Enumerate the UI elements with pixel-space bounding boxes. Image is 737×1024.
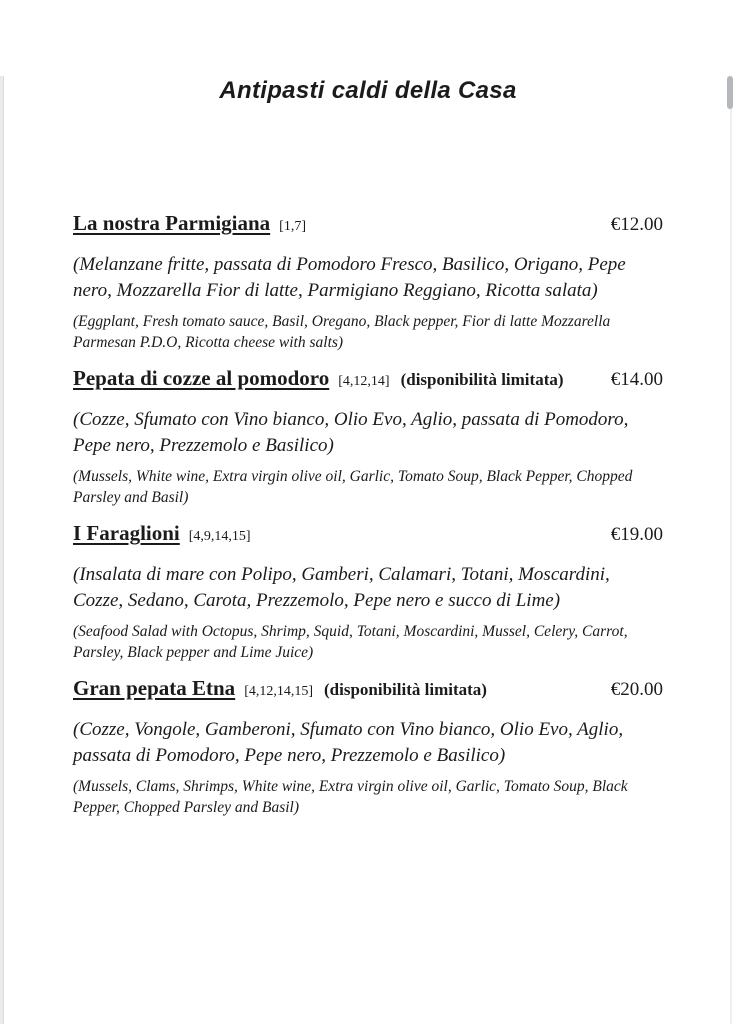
item-allergen-codes: [4,12,14] (338, 374, 390, 389)
menu-page (0, 76, 737, 1024)
menu-item (73, 520, 663, 663)
menu-item-title (73, 210, 306, 240)
menu-item-list (73, 210, 663, 818)
item-description-english: (Mussels, White wine, Extra virgin olive oil, Garlic, Tomato Soup, Black Pepper, Chopped Parsley and Basil) (73, 468, 633, 506)
menu-item-title (73, 520, 251, 550)
menu-item-header (73, 365, 663, 395)
menu-item (73, 210, 663, 353)
item-price: €12.00 (610, 214, 663, 235)
item-description-english: (Mussels, Clams, Shrimps, White wine, Extra virgin olive oil, Garlic, Tomato Soup, Black Pepper, Chopped Parsley and Basil) (73, 778, 628, 816)
document-viewport (0, 76, 737, 1024)
item-price: €14.00 (610, 369, 663, 390)
item-description-italian: (Insalata di mare con Polipo, Gamberi, Calamari, Totani, Moscardini, Cozze, Sedano, Carota, Prezzemolo, Pepe nero e succo di Lime) (73, 564, 610, 611)
viewer-left-edge (0, 76, 4, 1024)
scrollbar-track[interactable] (730, 76, 732, 1024)
item-description-english: (Seafood Salad with Octopus, Shrimp, Squid, Totani, Moscardini, Mussel, Celery, Carrot, Parsley, Black pepper and Lime Juice) (73, 623, 628, 661)
menu-item-header (73, 210, 663, 240)
menu-item-header (73, 520, 663, 550)
item-price: €20.00 (610, 679, 663, 700)
item-allergen-codes: [4,9,14,15] (188, 529, 251, 544)
item-description-italian: (Cozze, Vongole, Gamberoni, Sfumato con Vino bianco, Olio Evo, Aglio, passata di Pomodoro, Pepe nero, Prezzemolo e Basilico) (73, 719, 624, 766)
scrollbar-thumb[interactable] (727, 76, 733, 109)
item-description-english: (Eggplant, Fresh tomato sauce, Basil, Oregano, Black pepper, Fior di latte Mozzarella Parmesan P.D.O, Ricotta cheese with salts) (73, 313, 611, 351)
menu-item (73, 675, 663, 818)
item-allergen-codes: [4,12,14,15] (244, 684, 314, 699)
item-name: Pepata di cozze al pomodoro (73, 366, 330, 390)
item-name: La nostra Parmigiana (73, 211, 271, 235)
item-description-italian: (Cozze, Sfumato con Vino bianco, Olio Evo, Aglio, passata di Pomodoro, Pepe nero, Prezzemolo e Basilico) (73, 409, 629, 456)
menu-item (73, 365, 663, 508)
item-description-italian: (Melanzane fritte, passata di Pomodoro Fresco, Basilico, Origano, Pepe nero, Mozzarella Fior di latte, Parmigiano Reggiano, Ricotta salata) (73, 254, 626, 301)
item-price: €19.00 (610, 524, 663, 545)
item-availability-note: (disponibilità limitata) (400, 370, 564, 389)
menu-item-title (73, 365, 564, 395)
menu-item-title (73, 675, 487, 705)
item-availability-note: (disponibilità limitata) (324, 680, 487, 699)
item-name: Gran pepata Etna (73, 676, 236, 700)
page-title: Antipasti caldi della Casa (219, 77, 517, 104)
item-name: I Faraglioni (73, 521, 180, 545)
menu-item-header (73, 675, 663, 705)
item-allergen-codes: [1,7] (279, 219, 306, 234)
